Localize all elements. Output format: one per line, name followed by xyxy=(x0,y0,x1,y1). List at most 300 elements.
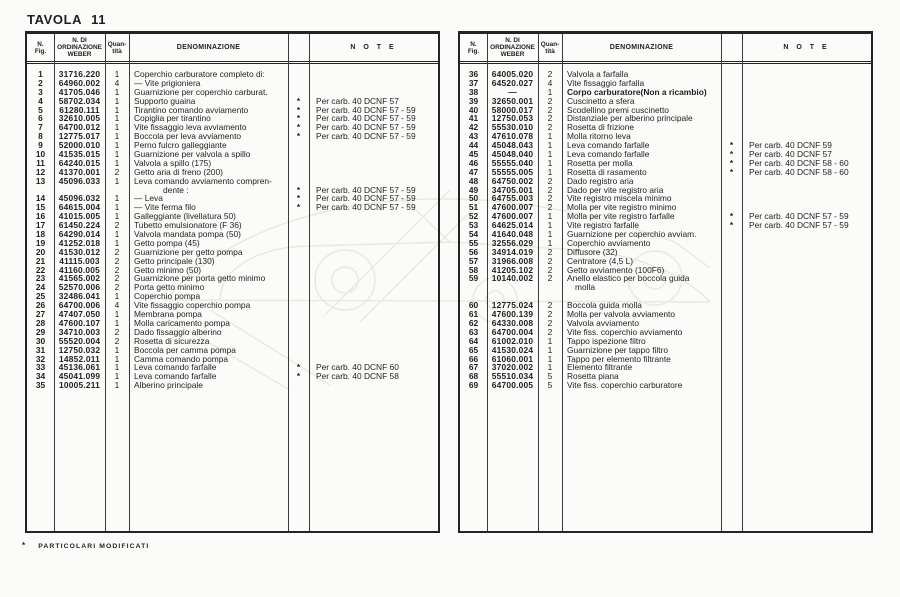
fig-number-cell: 19 xyxy=(35,237,46,248)
modified-asterisk-cell xyxy=(721,97,742,106)
note-cell xyxy=(742,186,871,195)
weber-order-number-cell: 64290.014 xyxy=(58,229,101,240)
fig-number-cell: 30 xyxy=(35,335,46,346)
fig-number-cell: 66 xyxy=(468,353,479,364)
weber-order-number-cell: 41115.003 xyxy=(59,255,100,266)
table-header-row xyxy=(460,34,871,64)
weber-order-number-cell: 64700.012 xyxy=(58,122,101,133)
denomination-cell: Vite fissaggio coperchio pompa xyxy=(134,300,251,311)
page-title xyxy=(27,12,106,27)
quantity-cell: 2 xyxy=(547,273,553,284)
denomination-cell: Vite fiss. coperchio carburatore xyxy=(567,380,683,391)
fig-number-cell: 47 xyxy=(468,166,479,177)
fig-number-cell: 7 xyxy=(38,122,43,133)
denomination-cell: Rosetta piana xyxy=(567,371,619,382)
denomination-cell: Guarnizione per porta getto minimo xyxy=(134,273,266,284)
note-cell xyxy=(742,301,871,310)
weber-order-number-cell: 12750.032 xyxy=(58,344,101,355)
note-cell xyxy=(742,363,871,372)
modified-asterisk-cell xyxy=(288,301,309,310)
modified-asterisk-cell: * xyxy=(296,193,301,204)
quantity-cell: 2 xyxy=(114,220,120,231)
modified-asterisk-cell xyxy=(721,337,742,346)
note-cell xyxy=(742,328,871,337)
note-cell xyxy=(742,266,871,275)
quantity-cell: 1 xyxy=(114,237,120,248)
denomination-cell: Anello elastico per boccola guida xyxy=(567,273,690,284)
note-cell xyxy=(309,310,438,319)
note-cell: Per carb. 40 DCNF 57 - 59 xyxy=(749,211,849,222)
modified-asterisk-cell xyxy=(721,114,742,123)
note-cell xyxy=(742,230,871,239)
denomination-cell: Diffusore (32) xyxy=(567,246,618,257)
quantity-cell: 1 xyxy=(547,335,553,346)
col-header-fig: N. Fig. xyxy=(467,40,480,55)
fig-number-cell: 36 xyxy=(468,69,479,79)
modified-asterisk-cell xyxy=(288,141,309,150)
col-header-denominazione: DENOMINAZIONE xyxy=(176,44,241,51)
weber-order-number-cell: 47600.107 xyxy=(58,317,101,328)
fig-number-cell: 56 xyxy=(468,246,479,257)
weber-order-number-cell: 10140.002 xyxy=(491,273,534,284)
modified-asterisk-cell: * xyxy=(729,157,734,168)
weber-order-number-cell: 55555.005 xyxy=(491,166,534,177)
denomination-cell: Molla per vite registro minimo xyxy=(567,202,677,213)
weber-order-number-cell: 14852.011 xyxy=(59,353,100,364)
denomination-cell: Guarnizione per coperchio carburat. xyxy=(134,86,268,97)
modified-asterisk-cell xyxy=(288,248,309,257)
quantity-cell: 4 xyxy=(547,77,553,88)
modified-asterisk-cell xyxy=(721,239,742,248)
modified-asterisk-cell xyxy=(721,88,742,97)
weber-order-number-cell xyxy=(487,283,538,292)
note-cell: Per carb. 40 DCNF 58 - 60 xyxy=(749,157,849,168)
weber-order-number-cell: 52000.010 xyxy=(58,140,101,151)
note-cell xyxy=(309,168,438,177)
fig-number-cell: 28 xyxy=(35,317,46,328)
note-cell xyxy=(309,328,438,337)
modified-asterisk-cell: * xyxy=(729,140,734,151)
quantity-cell: 5 xyxy=(547,380,553,391)
column-divider xyxy=(487,34,488,531)
weber-order-number-cell: 41530.024 xyxy=(491,344,534,355)
note-cell: Per carb. 40 DCNF 57 - 59 xyxy=(316,202,416,213)
weber-order-number-cell: 64240.015 xyxy=(58,157,101,168)
fig-number-cell: 9 xyxy=(38,140,43,151)
quantity-cell: 1 xyxy=(547,131,553,142)
note-cell xyxy=(742,97,871,106)
modified-asterisk-cell xyxy=(288,274,309,283)
denomination-cell: Alberino principale xyxy=(134,380,203,391)
denomination-cell: Corpo carburatore(Non a ricambio) xyxy=(567,86,707,97)
weber-order-number-cell: 64755.003 xyxy=(491,193,534,204)
page-title-word: TAVOLA xyxy=(27,12,83,27)
modified-asterisk-cell: * xyxy=(729,220,734,231)
col-header-qty: Quan- tità xyxy=(540,40,560,55)
denomination-cell: Cuscinetto a sfera xyxy=(567,95,635,106)
modified-asterisk-cell xyxy=(721,381,742,390)
fig-number-cell: 68 xyxy=(468,371,479,382)
column-divider xyxy=(538,34,539,531)
note-cell xyxy=(742,283,871,292)
fig-number-cell: 52 xyxy=(468,211,479,222)
fig-number-cell: 55 xyxy=(468,237,479,248)
weber-order-number-cell: 41160.005 xyxy=(59,264,100,275)
weber-order-number-cell: 45136.061 xyxy=(58,362,101,373)
denomination-cell: Tappo ispezione filtro xyxy=(567,335,646,346)
quantity-cell: 1 xyxy=(547,149,553,160)
table-row xyxy=(460,274,871,283)
modified-asterisk-cell xyxy=(721,372,742,381)
note-cell xyxy=(309,381,438,390)
weber-order-number-cell: 58000.017 xyxy=(491,104,534,115)
fig-number-cell: 2 xyxy=(38,77,43,88)
quantity-cell: 2 xyxy=(547,175,553,186)
note-cell xyxy=(309,301,438,310)
col-header-fig: N. Fig. xyxy=(34,40,47,55)
fig-number-cell: 45 xyxy=(468,149,479,160)
denomination-cell: molla xyxy=(575,282,596,293)
quantity-cell: 1 xyxy=(547,166,553,177)
denomination-cell: Leva comando avviamento compren- xyxy=(134,175,272,186)
note-cell xyxy=(742,70,871,79)
weber-order-number-cell: 47600.007 xyxy=(491,211,534,222)
quantity-cell: 2 xyxy=(114,166,120,177)
denomination-cell: Getto pompa (45) xyxy=(134,237,200,248)
denomination-cell: Boccola guida molla xyxy=(567,300,642,311)
weber-order-number-cell: 64625.014 xyxy=(491,220,534,231)
quantity-cell xyxy=(538,283,562,292)
denomination-cell: Rosetta di frizione xyxy=(567,122,635,133)
weber-order-number-cell: 64005.020 xyxy=(491,69,534,79)
note-cell xyxy=(309,319,438,328)
denomination-cell: Valvola a farfalla xyxy=(567,69,629,79)
fig-number-cell: 38 xyxy=(468,86,479,97)
note-cell: Per carb. 40 DCNF 58 - 60 xyxy=(749,166,849,177)
note-cell xyxy=(742,346,871,355)
quantity-cell: 4 xyxy=(114,77,120,88)
modified-asterisk-cell xyxy=(288,221,309,230)
weber-order-number-cell: 64520.027 xyxy=(491,77,534,88)
weber-order-number-cell: 45041.099 xyxy=(58,371,101,382)
modified-asterisk-cell: * xyxy=(296,95,301,106)
note-cell xyxy=(742,88,871,97)
fig-number-cell: 63 xyxy=(468,326,479,337)
modified-asterisk-cell xyxy=(721,194,742,203)
denomination-cell: Leva comando farfalle xyxy=(567,140,650,151)
weber-order-number-cell: 55510.034 xyxy=(491,371,534,382)
modified-asterisk-cell: * xyxy=(296,184,301,195)
modified-asterisk-cell: * xyxy=(296,202,301,213)
footnote xyxy=(22,541,149,550)
note-cell xyxy=(309,230,438,239)
fig-number-cell: 25 xyxy=(35,291,46,302)
weber-order-number-cell: 31716.220 xyxy=(58,69,101,79)
quantity-cell: 2 xyxy=(547,122,553,133)
denomination-cell: Guarnizione per coperchio avviam. xyxy=(567,229,697,240)
quantity-cell: 2 xyxy=(547,246,553,257)
weber-order-number-cell: 47600.139 xyxy=(491,309,534,320)
weber-order-number-cell: 34705.001 xyxy=(491,184,534,195)
modified-asterisk-cell xyxy=(288,168,309,177)
quantity-cell: 2 xyxy=(114,335,120,346)
fig-number-cell: 57 xyxy=(468,255,479,266)
fig-number-cell: 34 xyxy=(35,371,46,382)
weber-order-number-cell: 41565.002 xyxy=(58,273,101,284)
note-cell: Per carb. 40 DCNF 57 - 59 xyxy=(316,113,416,124)
quantity-cell: 1 xyxy=(114,140,120,151)
fig-number-cell: 44 xyxy=(468,140,479,151)
col-header-asterisk xyxy=(288,34,309,61)
quantity-cell: 1 xyxy=(547,86,553,97)
fig-number-cell: 21 xyxy=(35,255,46,266)
weber-order-number-cell: 41535.015 xyxy=(58,149,101,160)
quantity-cell: 2 xyxy=(547,69,553,79)
quantity-cell: 1 xyxy=(547,353,553,364)
quantity-cell: 2 xyxy=(547,193,553,204)
modified-asterisk-cell xyxy=(288,381,309,390)
weber-order-number-cell: 55530.010 xyxy=(491,122,534,133)
quantity-cell: 1 xyxy=(114,86,120,97)
note-cell xyxy=(742,106,871,115)
quantity-cell: 2 xyxy=(547,202,553,213)
denomination-cell: Boccola per camma pompa xyxy=(134,344,236,355)
fig-number-cell: 1 xyxy=(38,69,43,79)
footnote-label: PARTICOLARI MODIFICATI xyxy=(38,543,150,550)
note-cell xyxy=(742,319,871,328)
quantity-cell: 1 xyxy=(114,69,120,79)
weber-order-number-cell: 41205.102 xyxy=(491,264,534,275)
weber-order-number-cell: 34710.003 xyxy=(58,326,101,337)
denomination-cell: Camma comando pompa xyxy=(134,353,229,364)
note-cell xyxy=(309,257,438,266)
note-cell xyxy=(742,355,871,364)
fig-number-cell: 53 xyxy=(468,220,479,231)
weber-order-number-cell: 31966.008 xyxy=(491,255,534,266)
quantity-cell: 1 xyxy=(114,131,120,142)
weber-order-number-cell: 45048.040 xyxy=(491,149,534,160)
note-cell: Per carb. 40 DCNF 57 - 59 xyxy=(316,122,416,133)
weber-order-number-cell: 45096.033 xyxy=(58,175,101,186)
weber-order-number-cell: 32650.001 xyxy=(491,95,534,106)
col-header-weber: N. DI ORDINAZIONE WEBER xyxy=(57,37,102,58)
weber-order-number-cell: 12750.053 xyxy=(491,113,534,124)
col-header-note: N O T E xyxy=(783,44,830,51)
fig-number-cell: 20 xyxy=(35,246,46,257)
modified-asterisk-cell: * xyxy=(296,113,301,124)
denomination-cell: Vite fissaggio leva avviamento xyxy=(134,122,247,133)
weber-order-number-cell: 41705.046 xyxy=(58,86,101,97)
note-cell: Per carb. 40 DCNF 60 xyxy=(316,362,399,373)
note-cell: Per carb. 40 DCNF 59 xyxy=(749,140,832,151)
quantity-cell: 1 xyxy=(114,104,120,115)
quantity-cell: 2 xyxy=(114,282,120,293)
denomination-cell: Vite registro miscela minimo xyxy=(567,193,672,204)
column-divider xyxy=(562,34,563,531)
modified-asterisk-cell xyxy=(721,292,742,301)
modified-asterisk-cell xyxy=(288,230,309,239)
quantity-cell: 2 xyxy=(547,309,553,320)
table-row xyxy=(460,283,871,292)
note-cell xyxy=(309,159,438,168)
quantity-cell: 2 xyxy=(114,246,120,257)
quantity-cell: 2 xyxy=(547,255,553,266)
fig-number-cell: 27 xyxy=(35,309,46,320)
fig-number-cell: 4 xyxy=(38,95,43,106)
denomination-cell: Getto avviamento (100F6) xyxy=(567,264,665,275)
weber-order-number-cell: 61280.111 xyxy=(59,104,100,115)
quantity-cell: 2 xyxy=(547,113,553,124)
fig-number-cell: 6 xyxy=(38,113,43,124)
weber-order-number-cell: 45048.043 xyxy=(491,140,534,151)
modified-asterisk-cell xyxy=(721,230,742,239)
column-divider xyxy=(54,34,55,531)
fig-number-cell xyxy=(460,283,487,292)
parts-table-left xyxy=(25,31,440,533)
modified-asterisk-cell xyxy=(288,159,309,168)
note-cell: Per carb. 40 DCNF 57 - 59 xyxy=(316,193,416,204)
denomination-cell: Guarnizione per valvola a spillo xyxy=(134,149,251,160)
fig-number-cell: 41 xyxy=(468,113,479,124)
note-cell: Per carb. 40 DCNF 57 - 59 xyxy=(316,184,416,195)
denomination-cell: Leva comando farfalle xyxy=(134,371,217,382)
fig-number-cell: 10 xyxy=(35,149,46,160)
denomination-cell: Rosetta per molla xyxy=(567,157,633,168)
note-cell xyxy=(309,141,438,150)
quantity-cell: 1 xyxy=(114,291,120,302)
modified-asterisk-cell xyxy=(721,70,742,79)
weber-order-number-cell: 32610.005 xyxy=(58,113,101,124)
column-divider xyxy=(129,34,130,531)
note-cell xyxy=(742,292,871,301)
note-cell xyxy=(309,79,438,88)
fig-number-cell: 17 xyxy=(35,220,46,231)
fig-number-cell: 16 xyxy=(35,211,46,222)
denomination-cell: Supporto guaina xyxy=(134,95,196,106)
weber-order-number-cell: 52570.006 xyxy=(58,282,101,293)
fig-number-cell: 13 xyxy=(35,175,46,186)
fig-number-cell: 22 xyxy=(35,264,46,275)
col-header-weber: N. DI ORDINAZIONE WEBER xyxy=(490,37,535,58)
modified-asterisk-cell: * xyxy=(729,211,734,222)
note-cell xyxy=(309,239,438,248)
quantity-cell: 1 xyxy=(114,149,120,160)
fig-number-cell: 33 xyxy=(35,362,46,373)
quantity-cell: 1 xyxy=(114,157,120,168)
denomination-cell: Vite fiss. coperchio avviamento xyxy=(567,326,683,337)
quantity-cell: 2 xyxy=(114,326,120,337)
modified-asterisk-cell: * xyxy=(729,149,734,160)
modified-asterisk-cell xyxy=(721,248,742,257)
denomination-cell: Copiglia per tirantino xyxy=(134,113,211,124)
denomination-cell: Rosetta di sicurezza xyxy=(134,335,210,346)
quantity-cell: 1 xyxy=(547,237,553,248)
quantity-cell: 1 xyxy=(114,229,120,240)
modified-asterisk-cell xyxy=(721,123,742,132)
denomination-cell: Centratore (4,5 L) xyxy=(567,255,634,266)
quantity-cell: 2 xyxy=(114,273,120,284)
note-cell xyxy=(742,372,871,381)
weber-order-number-cell: 10005.211 xyxy=(59,380,100,391)
weber-order-number-cell: 64700.005 xyxy=(491,380,534,391)
quantity-cell: 1 xyxy=(114,211,120,222)
quantity-cell: 1 xyxy=(114,175,120,186)
column-divider xyxy=(742,34,743,531)
note-cell: Per carb. 40 DCNF 57 - 59 xyxy=(316,131,416,142)
modified-asterisk-cell xyxy=(288,212,309,221)
denomination-cell: Molla per vite registro farfalle xyxy=(567,211,675,222)
col-header-asterisk xyxy=(721,34,742,61)
quantity-cell: 2 xyxy=(547,326,553,337)
weber-order-number-cell: 12775.017 xyxy=(58,131,101,142)
denomination-cell: Valvola mandata pompa (50) xyxy=(134,229,241,240)
weber-order-number-cell: 64700.004 xyxy=(491,326,534,337)
note-cell xyxy=(309,274,438,283)
modified-asterisk-cell: * xyxy=(729,166,734,177)
denomination-cell: Dado fissaggio alberino xyxy=(134,326,222,337)
quantity-cell: 1 xyxy=(114,344,120,355)
modified-asterisk-cell xyxy=(721,355,742,364)
weber-order-number-cell: 64330.008 xyxy=(491,317,534,328)
modified-asterisk-cell xyxy=(721,79,742,88)
denomination-cell: Tubetto emulsionatore (F 36) xyxy=(134,220,242,231)
modified-asterisk-cell xyxy=(288,266,309,275)
fig-number-cell: 67 xyxy=(468,362,479,373)
fig-number-cell: 50 xyxy=(468,193,479,204)
table-body-left xyxy=(27,64,438,390)
denomination-cell: Coperchio pompa xyxy=(134,291,201,302)
denomination-cell: Dado per vite registro aria xyxy=(567,184,664,195)
table-body-right xyxy=(460,64,871,390)
fig-number-cell: 40 xyxy=(468,104,479,115)
fig-number-cell: 58 xyxy=(468,264,479,275)
quantity-cell: 1 xyxy=(547,211,553,222)
denomination-cell: Membrana pompa xyxy=(134,309,202,320)
note-cell xyxy=(309,346,438,355)
quantity-cell: 1 xyxy=(114,353,120,364)
note-cell xyxy=(742,381,871,390)
quantity-cell: 4 xyxy=(114,300,120,311)
denomination-cell: Getto aria di freno (200) xyxy=(134,166,223,177)
weber-order-number-cell: 41252.018 xyxy=(58,237,101,248)
weber-order-number-cell: 12775.024 xyxy=(491,300,534,311)
column-divider xyxy=(309,34,310,531)
weber-order-number-cell: 32556.029 xyxy=(491,237,534,248)
weber-order-number-cell: 64960.002 xyxy=(58,77,101,88)
column-divider xyxy=(721,34,722,531)
denomination-cell: Leva comando farfalle xyxy=(134,362,217,373)
denomination-cell: Molla per valvola avviamento xyxy=(567,309,675,320)
note-cell xyxy=(742,194,871,203)
modified-asterisk-cell xyxy=(288,283,309,292)
note-cell xyxy=(742,239,871,248)
quantity-cell: 5 xyxy=(547,371,553,382)
denomination-cell: Perno fulcro galleggiante xyxy=(134,140,227,151)
denomination-cell: Leva comando farfalle xyxy=(567,149,650,160)
fig-number-cell: 29 xyxy=(35,326,46,337)
modified-asterisk-cell: * xyxy=(296,371,301,382)
fig-number-cell: 37 xyxy=(468,77,479,88)
weber-order-number-cell: 55520.004 xyxy=(58,335,101,346)
quantity-cell: 2 xyxy=(547,95,553,106)
fig-number-cell: 51 xyxy=(468,202,479,213)
fig-number-cell: 48 xyxy=(468,175,479,186)
modified-asterisk-cell: * xyxy=(296,131,301,142)
modified-asterisk-cell xyxy=(721,346,742,355)
denomination-cell: Getto minimo (50) xyxy=(134,264,202,275)
modified-asterisk-cell xyxy=(288,257,309,266)
fig-number-cell: 61 xyxy=(468,309,479,320)
